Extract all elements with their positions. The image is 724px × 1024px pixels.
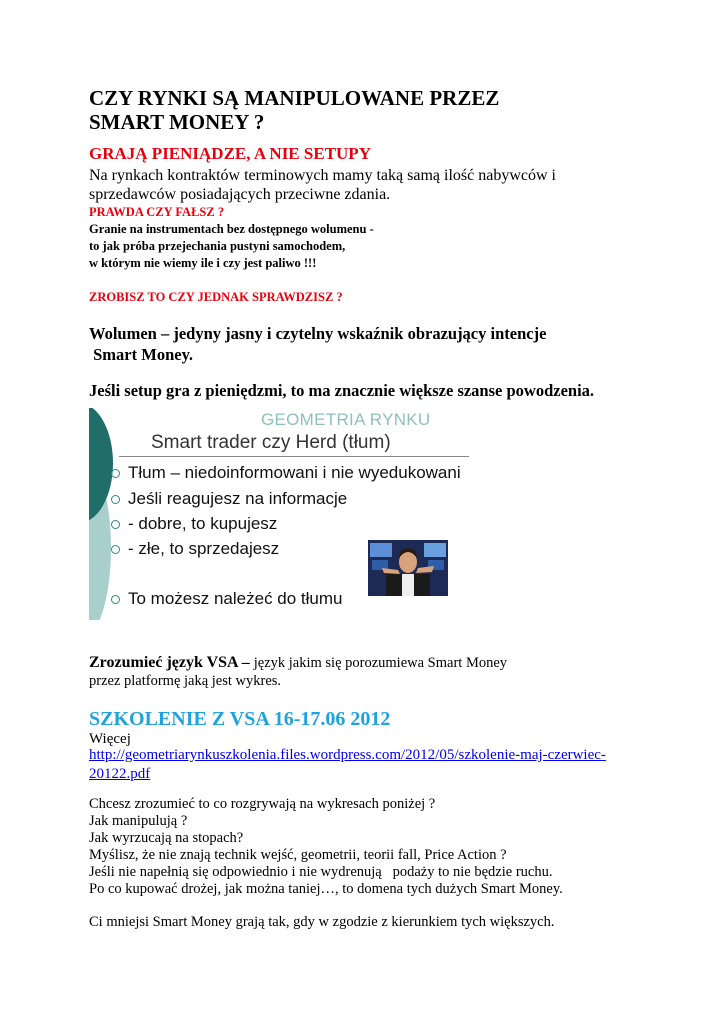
setup-line: Jeśli setup gra z pieniędzmi, to ma znacznie większe szanse powodzenia. — [89, 381, 595, 400]
bullet-icon — [111, 469, 120, 478]
question-label: PRAWDA CZY FAŁSZ ? — [89, 205, 225, 219]
more-label: Więcej — [89, 731, 131, 747]
bullet-icon — [111, 520, 120, 529]
slide-bullet: To możesz należeć do tłumu — [111, 589, 343, 609]
question-line: Jak wyrzucają na stopach? — [89, 830, 244, 846]
slide-subtitle: Smart trader czy Herd (tłum) — [151, 432, 391, 453]
training-link-continued[interactable]: 20122.pdf — [89, 766, 151, 782]
slide-bullet: - dobre, to kupujesz — [111, 514, 277, 534]
section-heading-red: GRAJĄ PIENIĄDZE, A NIE SETUPY — [89, 144, 371, 163]
slide-bullet: Jeśli reagujesz na informacje — [111, 489, 347, 509]
bold-line: to jak próba przejechania pustyni samochodem, — [89, 239, 346, 253]
vsa-bold: Zrozumieć język VSA – — [89, 654, 254, 671]
volume-line: Smart Money. — [89, 345, 194, 364]
vsa-rest: język jakim się porozumiewa Smart Money — [253, 655, 508, 671]
vsa-line-2: przez platformę jaką jest wykres. — [89, 673, 282, 689]
paragraph-line: sprzedawców posiadających przeciwne zdania. — [89, 186, 391, 203]
trader-photo — [368, 540, 448, 596]
bullet-icon — [111, 545, 120, 554]
slide-arc-dark — [89, 408, 113, 523]
training-link[interactable]: http://geometriarynkuszkolenia.files.wordpress.com/2012/05/szkolenie-maj-czerwiec- — [89, 747, 606, 763]
bullet-icon — [111, 495, 120, 504]
page-title — [89, 86, 499, 134]
slide-bullet: - złe, to sprzedajesz — [111, 539, 279, 559]
question-line: Chcesz zrozumieć to co rozgrywają na wykresach poniżej ? — [89, 796, 436, 812]
slide-title: GEOMETRIA RYNKU — [261, 410, 431, 429]
paragraph-line: Na rynkach kontraktów terminowych mamy taką samą ilość nabywców i — [89, 167, 556, 184]
question-line: Myślisz, że nie znają technik wejść, geometrii, teorii fall, Price Action ? — [89, 847, 507, 863]
training-heading: SZKOLENIE Z VSA 16-17.06 2012 — [89, 708, 391, 730]
bold-line: w którym nie wiemy ile i czy jest paliwo !!! — [89, 256, 317, 270]
slide-bullet: Tłum – niedoinformowani i nie wyedukowani — [111, 463, 461, 483]
question-line: Po co kupować drożej, jak można taniej…, to domena tych dużych Smart Money. — [89, 881, 563, 897]
bullet-icon — [111, 595, 120, 604]
vsa-line — [89, 653, 507, 673]
slide-divider — [119, 456, 469, 457]
question-line: Jeśli nie napełnią się odpowiednio i nie wydrenują podaży to nie będzie ruchu. — [89, 864, 553, 880]
challenge-label: ZROBISZ TO CZY JEDNAK SPRAWDZISZ ? — [89, 290, 343, 304]
title-line-2: SMART MONEY ? — [89, 110, 265, 134]
title-line-1: CZY RYNKI SĄ MANIPULOWANE PRZEZ — [89, 86, 500, 110]
closing-line: Ci mniejsi Smart Money grają tak, gdy w zgodzie z kierunkiem tych większych. — [89, 914, 555, 930]
bold-line: Granie na instrumentach bez dostępnego wolumenu - — [89, 222, 374, 236]
question-line: Jak manipulują ? — [89, 813, 188, 829]
volume-line: Wolumen – jedyny jasny i czytelny wskaźnik obrazujący intencje — [89, 324, 547, 343]
